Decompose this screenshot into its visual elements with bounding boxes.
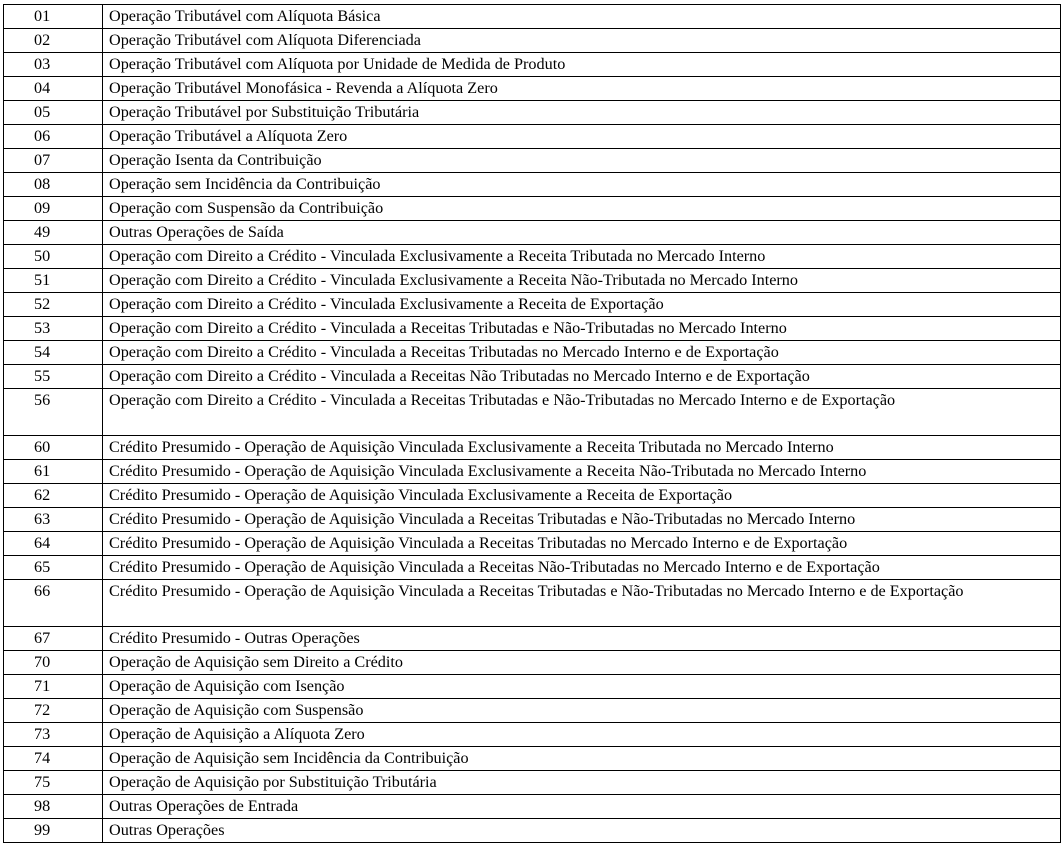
description-cell: Outras Operações de Entrada (103, 795, 1061, 819)
table-row (4, 173, 1061, 197)
description-cell: Operação Tributável com Alíquota Básica (103, 5, 1061, 29)
table-row (4, 317, 1061, 341)
table-row (4, 436, 1061, 460)
code-cell: 07 (4, 149, 103, 173)
code-cell: 06 (4, 125, 103, 149)
table-row (4, 53, 1061, 77)
code-cell: 75 (4, 771, 103, 795)
description-cell: Operação de Aquisição sem Incidência da Contribuição (103, 747, 1061, 771)
table-row (4, 556, 1061, 580)
table-row (4, 699, 1061, 723)
code-cell: 51 (4, 269, 103, 293)
code-cell: 02 (4, 29, 103, 53)
code-cell: 04 (4, 77, 103, 101)
table-row (4, 627, 1061, 651)
table-row (4, 389, 1061, 436)
code-cell: 09 (4, 197, 103, 221)
description-cell: Operação Tributável com Alíquota Diferenciada (103, 29, 1061, 53)
table-row (4, 508, 1061, 532)
code-cell: 63 (4, 508, 103, 532)
code-cell: 61 (4, 460, 103, 484)
description-cell: Crédito Presumido - Operação de Aquisição Vinculada Exclusivamente a Receita Tributada no Mercado Interno (103, 436, 1061, 460)
table-row (4, 29, 1061, 53)
code-cell: 71 (4, 675, 103, 699)
table-row (4, 460, 1061, 484)
table-row (4, 484, 1061, 508)
description-cell: Operação de Aquisição com Isenção (103, 675, 1061, 699)
code-cell: 73 (4, 723, 103, 747)
table-row (4, 245, 1061, 269)
code-cell: 03 (4, 53, 103, 77)
description-cell: Crédito Presumido - Outras Operações (103, 627, 1061, 651)
code-cell: 52 (4, 293, 103, 317)
description-cell: Operação com Direito a Crédito - Vinculada Exclusivamente a Receita Não-Tributada no Mercado Interno (103, 269, 1061, 293)
description-cell: Outras Operações de Saída (103, 221, 1061, 245)
table-row (4, 771, 1061, 795)
table-row (4, 197, 1061, 221)
description-cell: Outras Operações (103, 819, 1061, 843)
description-cell: Operação de Aquisição com Suspensão (103, 699, 1061, 723)
table-row (4, 293, 1061, 317)
table-row (4, 341, 1061, 365)
description-cell: Operação com Direito a Crédito - Vinculada a Receitas Tributadas e Não-Tributadas no Mercado Interno e de Exportação (103, 389, 1061, 436)
table-row (4, 795, 1061, 819)
table-row (4, 675, 1061, 699)
table-row (4, 651, 1061, 675)
description-cell: Crédito Presumido - Operação de Aquisição Vinculada Exclusivamente a Receita Não-Tributada no Mercado Interno (103, 460, 1061, 484)
code-cell: 98 (4, 795, 103, 819)
code-cell: 55 (4, 365, 103, 389)
code-cell: 70 (4, 651, 103, 675)
description-cell: Operação de Aquisição por Substituição Tributária (103, 771, 1061, 795)
code-cell: 01 (4, 5, 103, 29)
table-row (4, 747, 1061, 771)
description-cell: Operação com Direito a Crédito - Vinculada a Receitas Não Tributadas no Mercado Interno e de Exportação (103, 365, 1061, 389)
description-cell: Operação com Direito a Crédito - Vinculada Exclusivamente a Receita Tributada no Mercado Interno (103, 245, 1061, 269)
code-cell: 56 (4, 389, 103, 436)
description-cell: Crédito Presumido - Operação de Aquisição Vinculada a Receitas Tributadas no Mercado Interno e de Exportação (103, 532, 1061, 556)
table-row (4, 532, 1061, 556)
code-cell: 99 (4, 819, 103, 843)
description-cell: Operação Isenta da Contribuição (103, 149, 1061, 173)
table-row (4, 269, 1061, 293)
description-cell: Crédito Presumido - Operação de Aquisição Vinculada a Receitas Não-Tributadas no Mercado Interno e de Exportação (103, 556, 1061, 580)
cst-code-table (3, 4, 1061, 843)
description-cell: Operação com Direito a Crédito - Vinculada a Receitas Tributadas no Mercado Interno e de Exportação (103, 341, 1061, 365)
table-row (4, 149, 1061, 173)
code-cell: 08 (4, 173, 103, 197)
description-cell: Operação Tributável Monofásica - Revenda a Alíquota Zero (103, 77, 1061, 101)
code-cell: 60 (4, 436, 103, 460)
table-row (4, 580, 1061, 627)
table-row (4, 723, 1061, 747)
description-cell: Operação Tributável por Substituição Tributária (103, 101, 1061, 125)
code-cell: 05 (4, 101, 103, 125)
code-cell: 62 (4, 484, 103, 508)
table-row (4, 125, 1061, 149)
code-cell: 72 (4, 699, 103, 723)
code-cell: 65 (4, 556, 103, 580)
description-cell: Crédito Presumido - Operação de Aquisição Vinculada a Receitas Tributadas e Não-Tributadas no Mercado Interno (103, 508, 1061, 532)
table-row (4, 5, 1061, 29)
description-cell: Crédito Presumido - Operação de Aquisição Vinculada Exclusivamente a Receita de Exportação (103, 484, 1061, 508)
code-cell: 49 (4, 221, 103, 245)
code-cell: 66 (4, 580, 103, 627)
code-cell: 53 (4, 317, 103, 341)
table-row (4, 101, 1061, 125)
code-cell: 74 (4, 747, 103, 771)
description-cell: Operação de Aquisição sem Direito a Crédito (103, 651, 1061, 675)
table-row (4, 365, 1061, 389)
table-row (4, 819, 1061, 843)
table-row (4, 77, 1061, 101)
code-cell: 67 (4, 627, 103, 651)
cst-table-body (4, 5, 1061, 843)
code-cell: 50 (4, 245, 103, 269)
description-cell: Operação Tributável a Alíquota Zero (103, 125, 1061, 149)
description-cell: Operação de Aquisição a Alíquota Zero (103, 723, 1061, 747)
description-cell: Operação Tributável com Alíquota por Unidade de Medida de Produto (103, 53, 1061, 77)
description-cell: Crédito Presumido - Operação de Aquisição Vinculada a Receitas Tributadas e Não-Tributadas no Mercado Interno e de Exportação (103, 580, 1061, 627)
code-cell: 64 (4, 532, 103, 556)
table-row (4, 221, 1061, 245)
code-cell: 54 (4, 341, 103, 365)
description-cell: Operação sem Incidência da Contribuição (103, 173, 1061, 197)
description-cell: Operação com Direito a Crédito - Vinculada Exclusivamente a Receita de Exportação (103, 293, 1061, 317)
description-cell: Operação com Suspensão da Contribuição (103, 197, 1061, 221)
description-cell: Operação com Direito a Crédito - Vinculada a Receitas Tributadas e Não-Tributadas no Mercado Interno (103, 317, 1061, 341)
